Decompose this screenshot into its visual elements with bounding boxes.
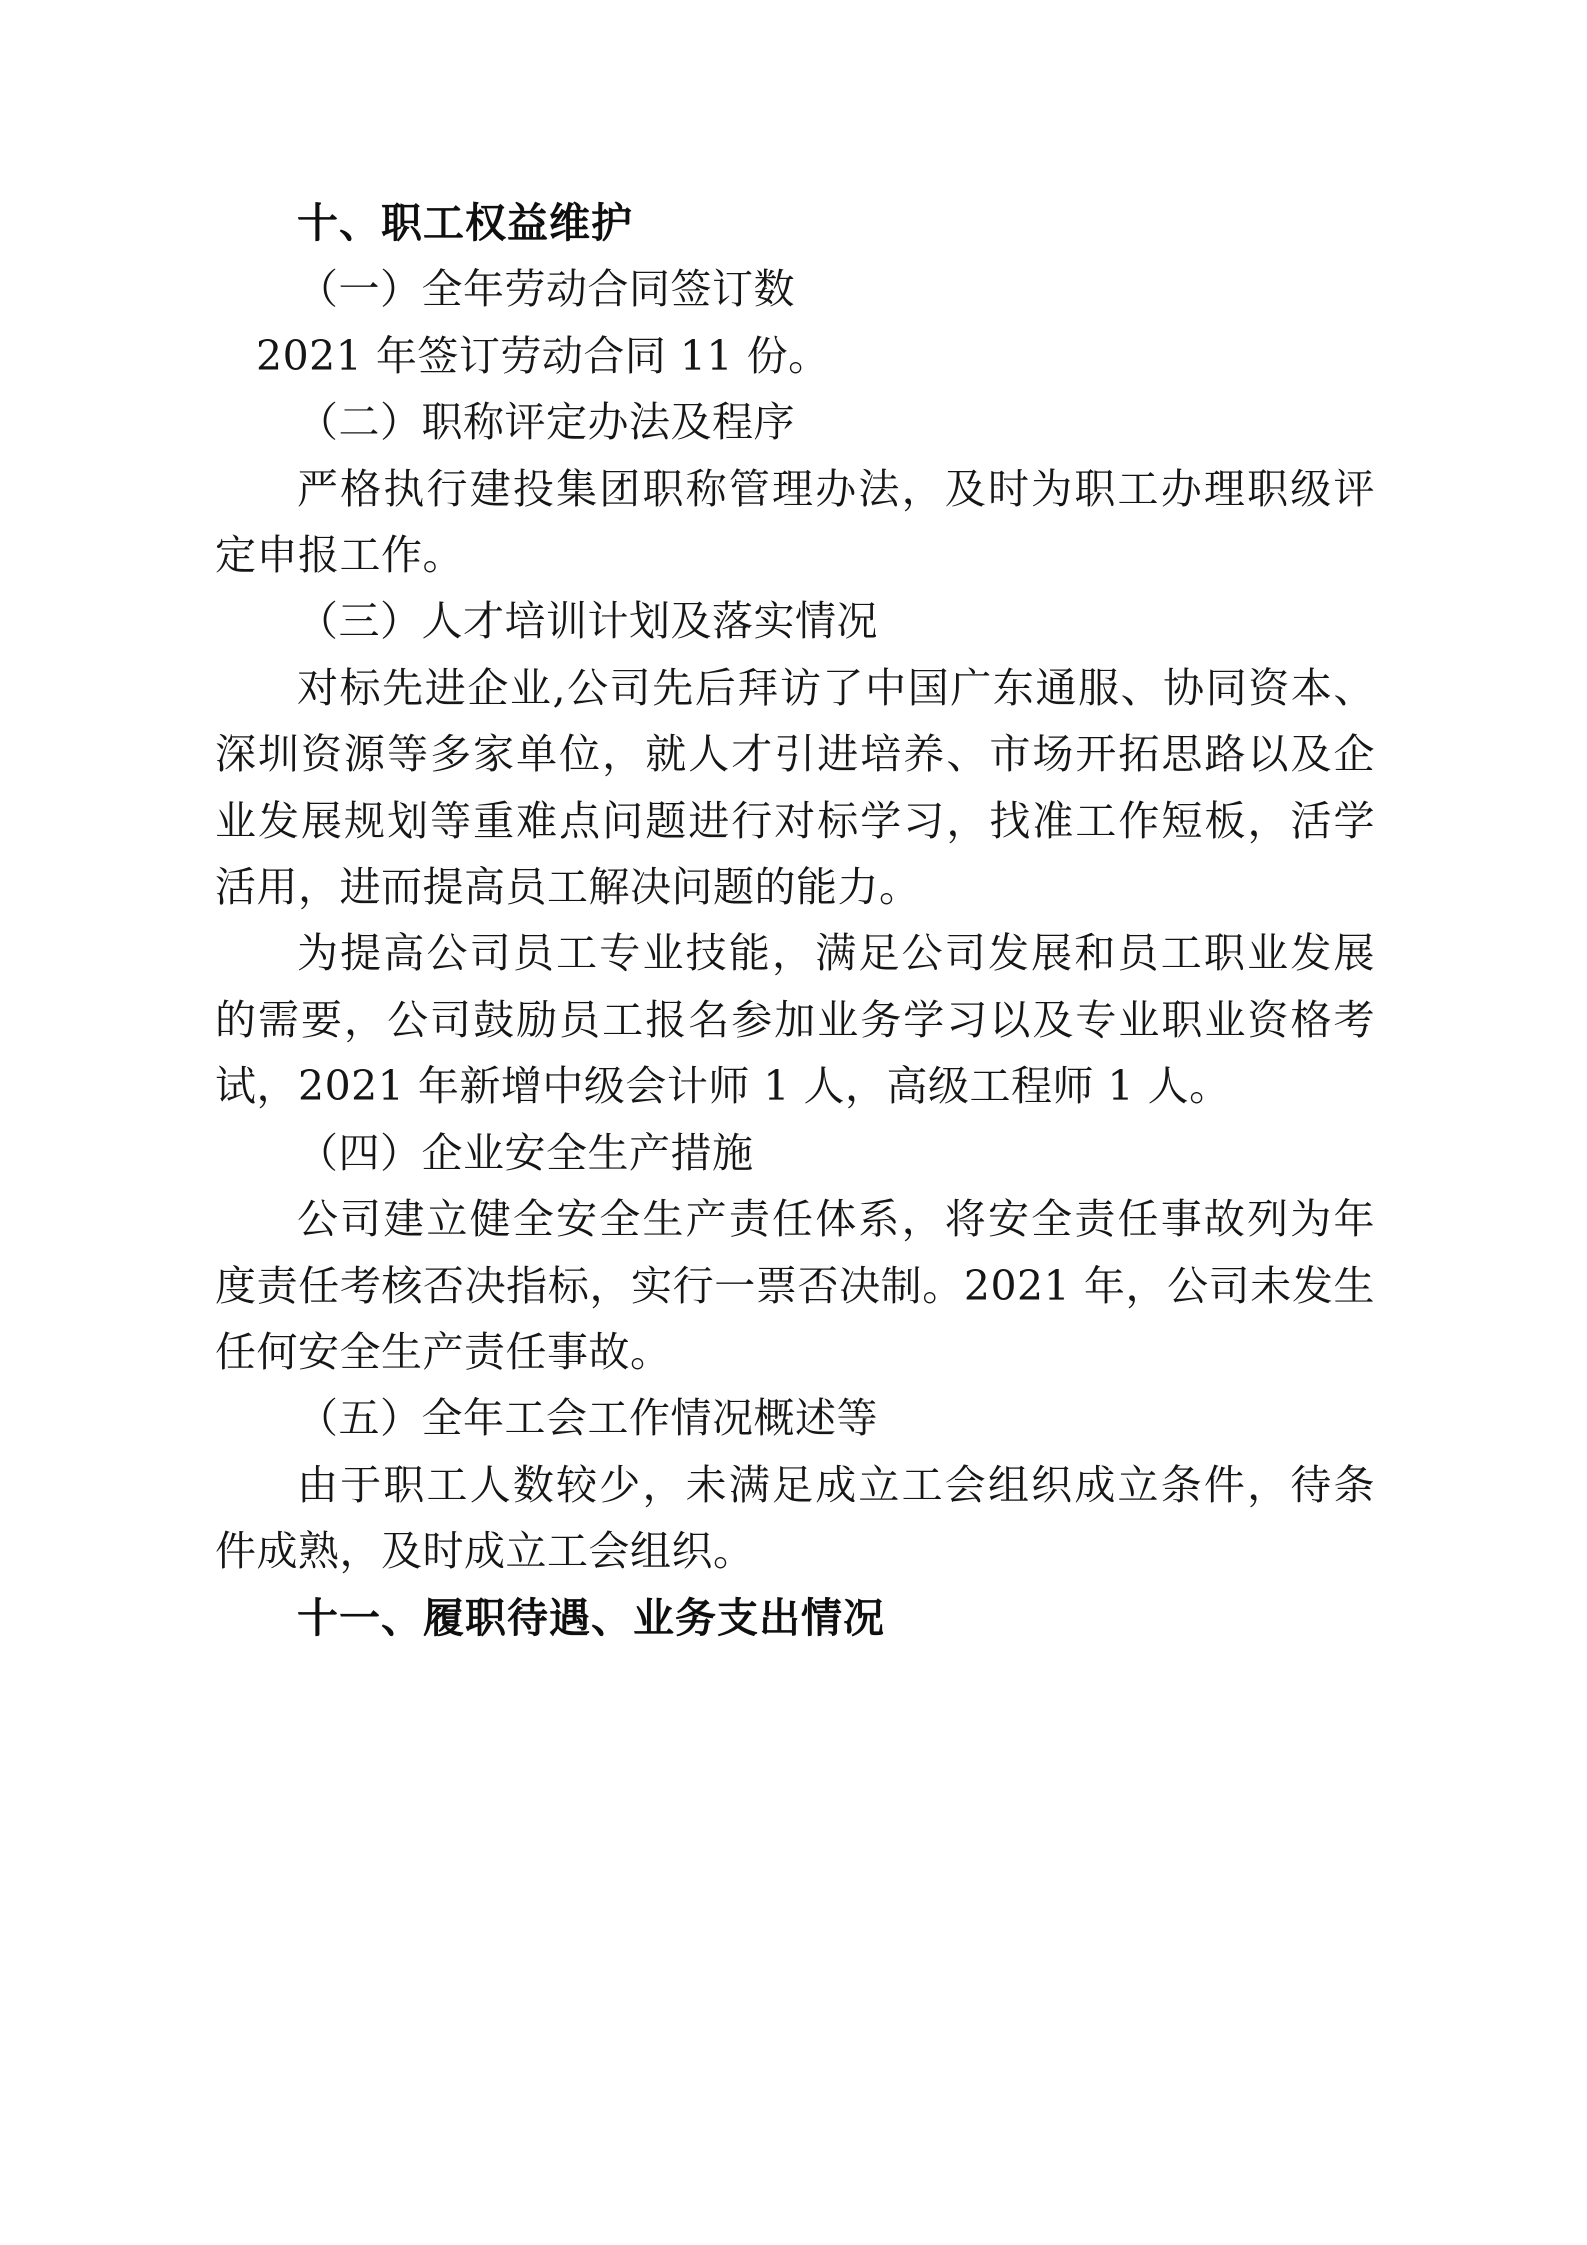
paragraph-contract-count: 2021 年签订劳动合同 11 份。 [256,331,830,380]
section-heading-10: 十、职工权益维护 [297,199,633,247]
paragraph-training-skills: 为提高公司员工专业技能，满足公司发展和员工职业发展的需要，公司鼓励员工报名参加业务学习以及专业职业资格考试，2021 年新增中级会计师 1 人，高级工程师 1 人。 [215,929,1375,1111]
subsection-heading-4: （四）企业安全生产措施 [297,1128,754,1177]
paragraph-safety-production: 公司建立健全安全生产责任体系，将安全责任事故列为年度责任考核否决指标，实行一票否决制。2021 年，公司未发生任何安全生产责任事故。 [215,1195,1375,1376]
subsection-heading-2: （二）职称评定办法及程序 [297,398,795,447]
document-body [215,190,1375,1651]
paragraph-title-evaluation: 严格执行建投集团职称管理办法，及时为职工办理职级评定申报工作。 [215,464,1375,580]
subsection-heading-1: （一）全年劳动合同签订数 [297,265,795,314]
subsection-heading-5: （五）全年工会工作情况概述等 [297,1394,878,1443]
paragraph-training-benchmark: 对标先进企业,公司先后拜访了中国广东通服、协同资本、深圳资源等多家单位，就人才引进培养、市场开拓思路以及企业发展规划等重难点问题进行对标学习，找准工作短板，活学活用，进而提高员工解决问题的能力。 [215,663,1375,912]
section-heading-11: 十一、履职待遇、业务支出情况 [297,1593,885,1642]
subsection-heading-3: （三）人才培训计划及落实情况 [297,597,878,646]
paragraph-union-work: 由于职工人数较少，未满足成立工会组织成立条件，待条件成熟，及时成立工会组织。 [215,1460,1375,1576]
